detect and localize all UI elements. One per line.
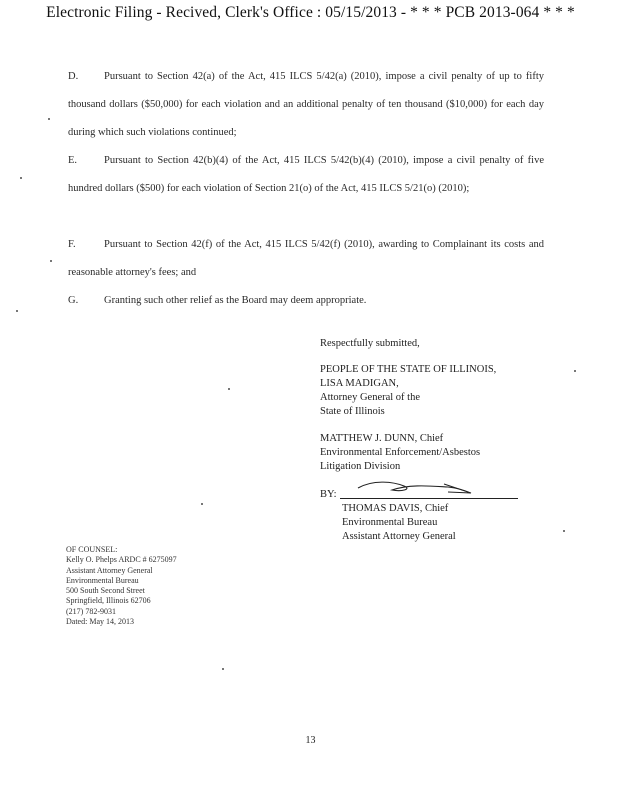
counsel-line: (217) 782-9031 xyxy=(66,606,116,616)
scan-speck xyxy=(48,118,50,120)
page-number: 13 xyxy=(305,735,316,746)
scan-speck xyxy=(228,388,230,390)
counsel-line: Assistant Attorney General xyxy=(66,565,153,575)
dunn-line: Litigation Division xyxy=(320,461,401,472)
signature-block-people xyxy=(320,363,496,419)
paragraph-e xyxy=(68,147,544,203)
closing-salutation: Respectfully submitted, xyxy=(320,338,420,349)
handwritten-signature xyxy=(352,474,482,498)
signature-line xyxy=(340,498,518,499)
paragraph-d xyxy=(68,63,544,147)
signature-block-dunn xyxy=(320,432,480,474)
counsel-line: Dated: May 14, 2013 xyxy=(66,617,134,627)
scan-speck xyxy=(574,370,576,372)
paragraph-text: Pursuant to Section 42(a) of the Act, 415 ILCS 5/42(a) (2010), impose a civil penalty of up to fifty thousand dollars ($50,000) for each violation and an additional penalty of ten thousand ($10,000) for each day during which such violations continued; xyxy=(68,71,544,138)
dunn-line: Environmental Enforcement/Asbestos xyxy=(320,447,481,458)
paragraph-text: Granting such other relief as the Board may deem appropriate. xyxy=(104,295,367,306)
of-counsel-block xyxy=(66,545,177,627)
scan-speck xyxy=(201,503,203,505)
paragraph-label: F. xyxy=(68,239,76,250)
paragraph-label: G. xyxy=(68,295,79,306)
paragraph-g xyxy=(68,287,544,315)
scan-speck xyxy=(50,260,52,262)
counsel-line: 500 South Second Street xyxy=(66,586,145,596)
counsel-line: Kelly O. Phelps ARDC # 6275097 xyxy=(66,555,177,565)
people-line: PEOPLE OF THE STATE OF ILLINOIS, xyxy=(320,364,497,375)
scan-speck xyxy=(20,177,22,179)
scan-speck xyxy=(222,668,224,670)
people-line: LISA MADIGAN, xyxy=(320,378,399,389)
dunn-line: MATTHEW J. DUNN, Chief xyxy=(320,433,444,444)
paragraph-text: Pursuant to Section 42(f) of the Act, 415 ILCS 5/42(f) (2010), awarding to Complainant its costs and reasonable attorney's fees; and xyxy=(68,239,544,278)
people-line: Attorney General of the xyxy=(320,392,421,403)
counsel-line: OF COUNSEL: xyxy=(66,545,118,554)
by-label: BY: xyxy=(320,489,337,500)
paragraph-f xyxy=(68,231,544,287)
people-line: State of Illinois xyxy=(320,406,385,417)
paragraph-text: Pursuant to Section 42(b)(4) of the Act, 415 ILCS 5/42(b)(4) (2010), impose a civil penalty of five hundred dollars ($500) for each violation of Section 21(o) of the Act, 415 ILCS 5/21(o) (2010); xyxy=(68,155,544,194)
davis-line: THOMAS DAVIS, Chief xyxy=(342,503,449,514)
paragraph-label: D. xyxy=(68,71,79,82)
electronic-filing-header: Electronic Filing - Recived, Clerk's Office : 05/15/2013 - * * * PCB 2013-064 * * * xyxy=(46,4,575,21)
scan-speck xyxy=(563,530,565,532)
davis-line: Assistant Attorney General xyxy=(342,531,456,542)
counsel-line: Environmental Bureau xyxy=(66,575,139,585)
signature-block-davis xyxy=(342,502,456,544)
scan-speck xyxy=(16,310,18,312)
counsel-line: Springfield, Illinois 62706 xyxy=(66,596,151,606)
paragraph-label: E. xyxy=(68,155,78,166)
davis-line: Environmental Bureau xyxy=(342,517,438,528)
